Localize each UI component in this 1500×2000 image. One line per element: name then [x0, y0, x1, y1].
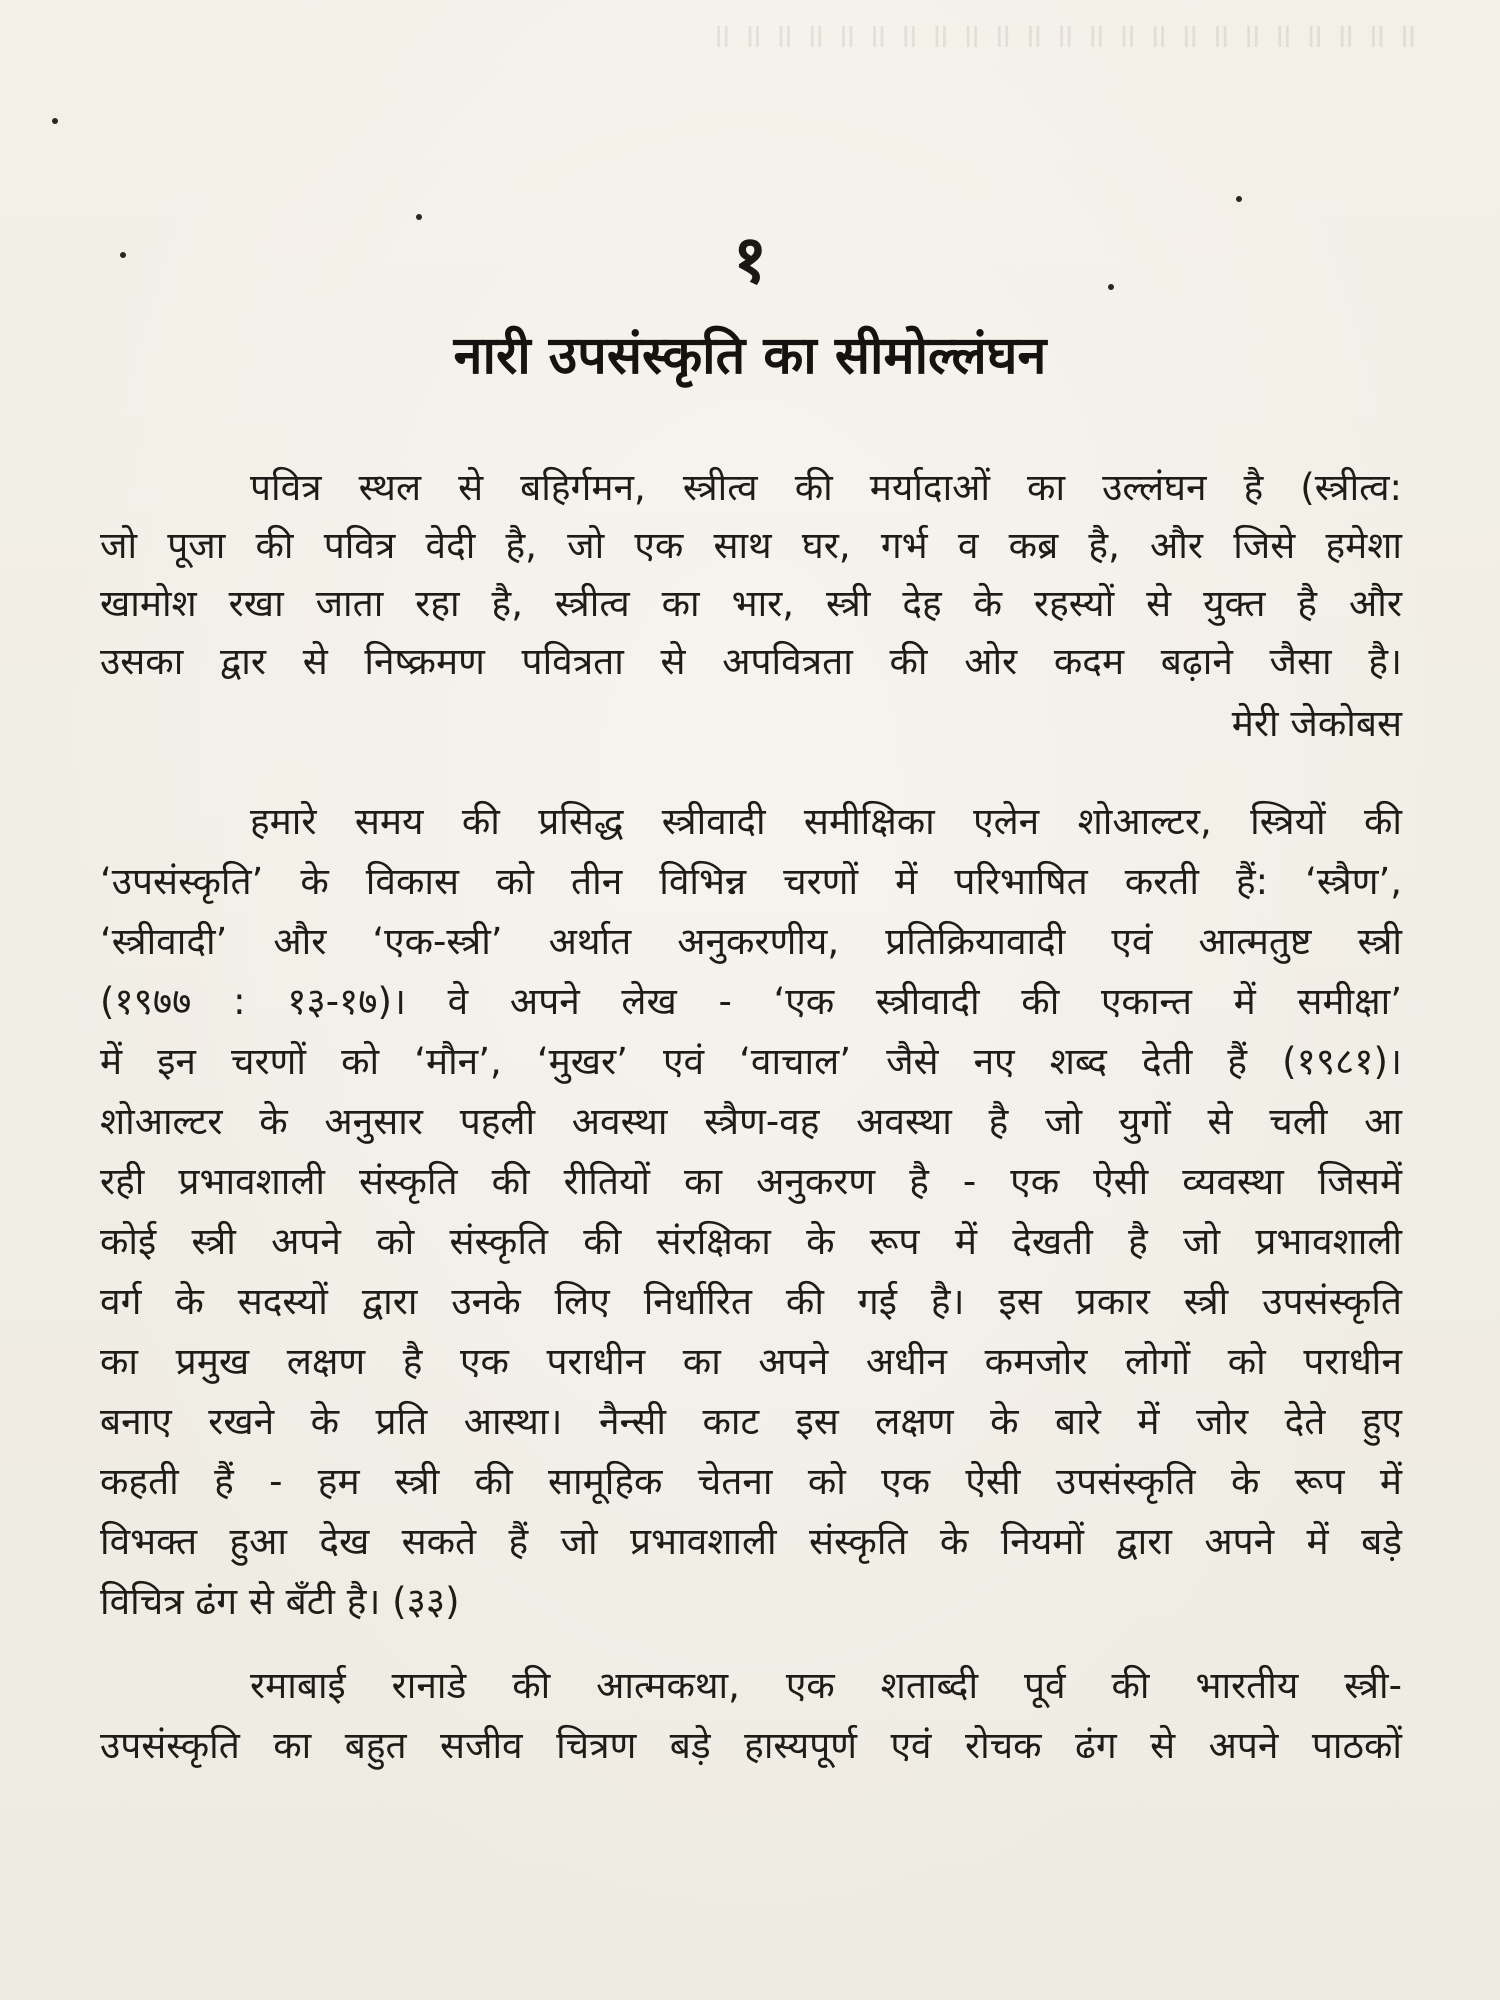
paragraph-line: (१९७७ : १३-१७)। वे अपने लेख - ‘एक स्त्रीवादी की एकान्त में समीक्षा’ — [100, 980, 1402, 1023]
epigraph-attribution: मेरी जेकोबस — [1231, 702, 1402, 745]
print-speck — [416, 214, 422, 220]
paragraph-line: रही प्रभावशाली संस्कृति की रीतियों का अनुकरण है - एक ऐसी व्यवस्था जिसमें — [100, 1160, 1402, 1203]
paragraph-line: शोआल्टर के अनुसार पहली अवस्था स्त्रैण-वह अवस्था है जो युगों से चली आ — [100, 1100, 1402, 1143]
paragraph-line: का प्रमुख लक्षण है एक पराधीन का अपने अधीन कमजोर लोगों को पराधीन — [100, 1340, 1402, 1383]
print-speck — [1108, 284, 1114, 290]
paragraph-line: विभक्त हुआ देख सकते हैं जो प्रभावशाली संस्कृति के नियमों द्वारा अपने में बड़े — [100, 1520, 1402, 1563]
paragraph-line: ‘उपसंस्कृति’ के विकास को तीन विभिन्न चरणों में परिभाषित करती हैं: ‘स्त्रैण’, — [100, 860, 1402, 903]
paragraph-line: रमाबाई रानाडे की आत्मकथा, एक शताब्दी पूर्व की भारतीय स्त्री- — [250, 1664, 1402, 1707]
paragraph-line: वर्ग के सदस्यों द्वारा उनके लिए निर्धारित की गई है। इस प्रकार स्त्री उपसंस्कृति — [100, 1280, 1402, 1323]
paragraph-line: बनाए रखने के प्रति आस्था। नैन्सी काट इस लक्षण के बारे में जोर देते हुए — [100, 1400, 1402, 1443]
paragraph-line: कहती हैं - हम स्त्री की सामूहिक चेतना को एक ऐसी उपसंस्कृति के रूप में — [100, 1460, 1402, 1503]
paragraph-line: कोई स्त्री अपने को संस्कृति की संरक्षिका के रूप में देखती है जो प्रभावशाली — [100, 1220, 1402, 1263]
paragraph-line: में इन चरणों को ‘मौन’, ‘मुखर’ एवं ‘वाचाल’ जैसे नए शब्द देती हैं (१९८१)। — [100, 1040, 1402, 1083]
chapter-title: नारी उपसंस्कृति का सीमोल्लंघन — [453, 326, 1047, 386]
paragraph-line: ‘स्त्रीवादी’ और ‘एक-स्त्री’ अर्थात अनुकरणीय, प्रतिक्रियावादी एवं आत्मतुष्ट स्त्री — [100, 920, 1402, 963]
show-through-texture: ॥ ॥ ॥ ॥ ॥ ॥ ॥ ॥ ॥ ॥ ॥ ॥ ॥ ॥ ॥ ॥ ॥ ॥ ॥ ॥ ॥ ॥ ॥ — [713, 16, 1420, 56]
epigraph-line: जो पूजा की पवित्र वेदी है, जो एक साथ घर, गर्भ व कब्र है, और जिसे हमेशा — [100, 524, 1402, 567]
epigraph-line: पवित्र स्थल से बहिर्गमन, स्त्रीत्व की मर्यादाओं का उल्लंघन है (स्त्रीत्व: — [250, 466, 1402, 509]
print-speck — [1236, 196, 1242, 202]
paragraph-line: विचित्र ढंग से बँटी है। (३३) — [100, 1580, 460, 1623]
epigraph-line: उसका द्वार से निष्क्रमण पवित्रता से अपवित्रता की ओर कदम बढ़ाने जैसा है। — [100, 640, 1402, 683]
epigraph-line: खामोश रखा जाता रहा है, स्त्रीत्व का भार, स्त्री देह के रहस्यों से युक्त है और — [100, 582, 1402, 625]
paragraph-line: उपसंस्कृति का बहुत सजीव चित्रण बड़े हास्यपूर्ण एवं रोचक ढंग से अपने पाठकों — [100, 1724, 1402, 1767]
chapter-number: १ — [732, 221, 768, 298]
print-speck — [120, 252, 126, 258]
paragraph-line: हमारे समय की प्रसिद्ध स्त्रीवादी समीक्षिका एलेन शोआल्टर, स्त्रियों की — [250, 800, 1402, 843]
print-speck — [52, 118, 58, 124]
